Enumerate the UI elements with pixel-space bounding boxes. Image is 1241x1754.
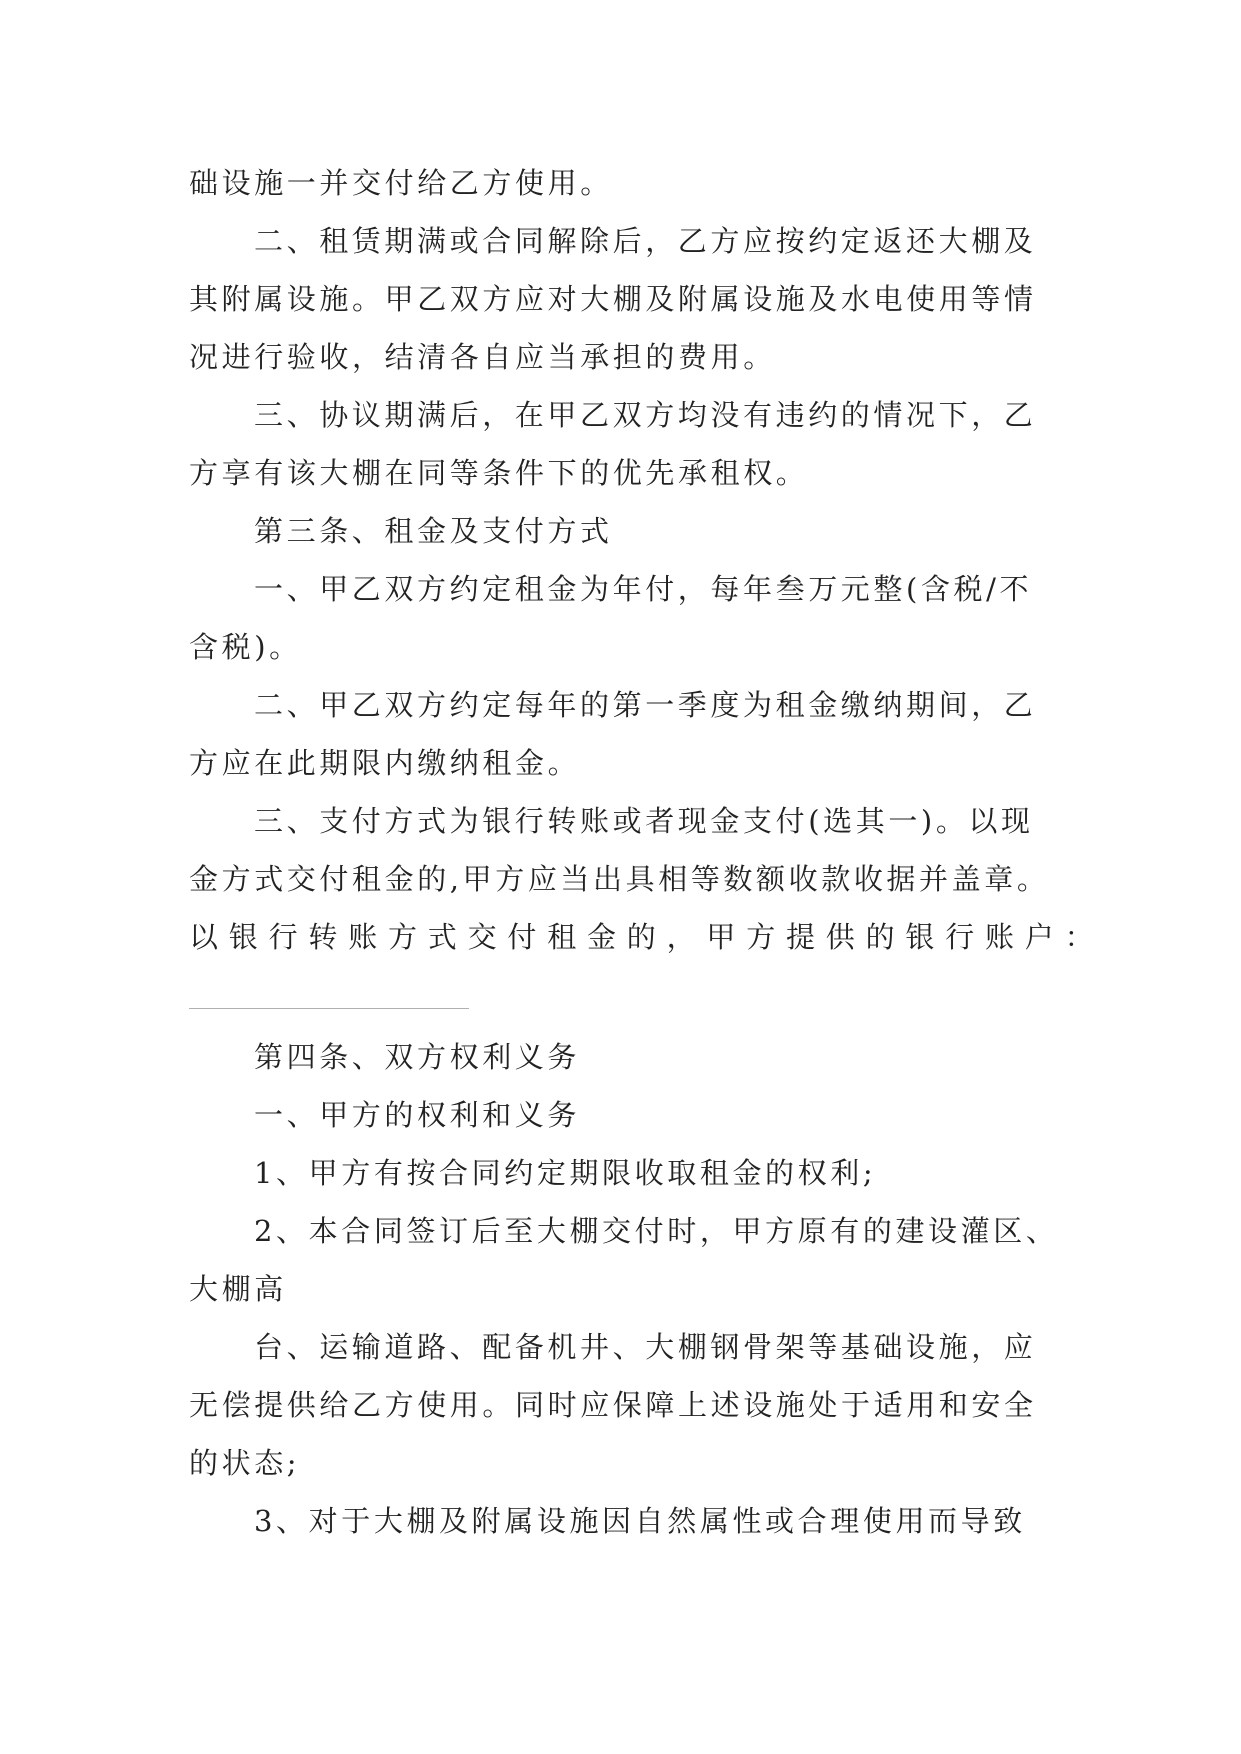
text-line: 二、甲乙双方约定每年的第一季度为租金缴纳期间，乙 bbox=[254, 688, 1037, 722]
text-line: 2、本合同签订后至大棚交付时，甲方原有的建设灌区、 bbox=[254, 1214, 1059, 1248]
section-heading: 第三条、租金及支付方式 bbox=[254, 514, 613, 548]
text-line: 的状态; bbox=[189, 1446, 301, 1480]
text-line: 含税)。 bbox=[189, 630, 302, 664]
text-line: 方享有该大棚在同等条件下的优先承租权。 bbox=[189, 456, 809, 490]
text-line: 三、协议期满后，在甲乙双方均没有违约的情况下，乙 bbox=[254, 398, 1037, 432]
text-line: 三、支付方式为银行转账或者现金支付(选其一)。以现 bbox=[254, 804, 1034, 838]
text-line: 一、甲乙双方约定租金为年付，每年叁万元整(含税/不 bbox=[254, 572, 1033, 606]
text-line: 二、租赁期满或合同解除后，乙方应按约定返还大棚及 bbox=[254, 224, 1037, 258]
text-line: 1、甲方有按合同约定期限收取租金的权利; bbox=[254, 1156, 877, 1190]
text-line: 台、运输道路、配备机井、大棚钢骨架等基础设施，应 bbox=[254, 1330, 1037, 1364]
text-line: 以银行转账方式交付租金的，甲方提供的银行账户： bbox=[189, 920, 1105, 954]
text-line: 3、对于大棚及附属设施因自然属性或合理使用而导致 bbox=[254, 1504, 1026, 1538]
text-line: 其附属设施。甲乙双方应对大棚及附属设施及水电使用等情 bbox=[189, 282, 1037, 316]
text-line: 一、甲方的权利和义务 bbox=[254, 1098, 581, 1132]
fill-in-blank-line bbox=[189, 1008, 469, 1009]
text-line: 方应在此期限内缴纳租金。 bbox=[189, 746, 581, 780]
text-line: 况进行验收，结清各自应当承担的费用。 bbox=[189, 340, 776, 374]
section-heading: 第四条、双方权利义务 bbox=[254, 1040, 581, 1074]
text-line: 础设施一并交付给乙方使用。 bbox=[189, 166, 613, 200]
text-line: 大棚高 bbox=[189, 1272, 287, 1306]
text-line: 无偿提供给乙方使用。同时应保障上述设施处于适用和安全 bbox=[189, 1388, 1037, 1422]
text-line: 金方式交付租金的,甲方应当出具相等数额收款收据并盖章。 bbox=[189, 862, 1050, 896]
